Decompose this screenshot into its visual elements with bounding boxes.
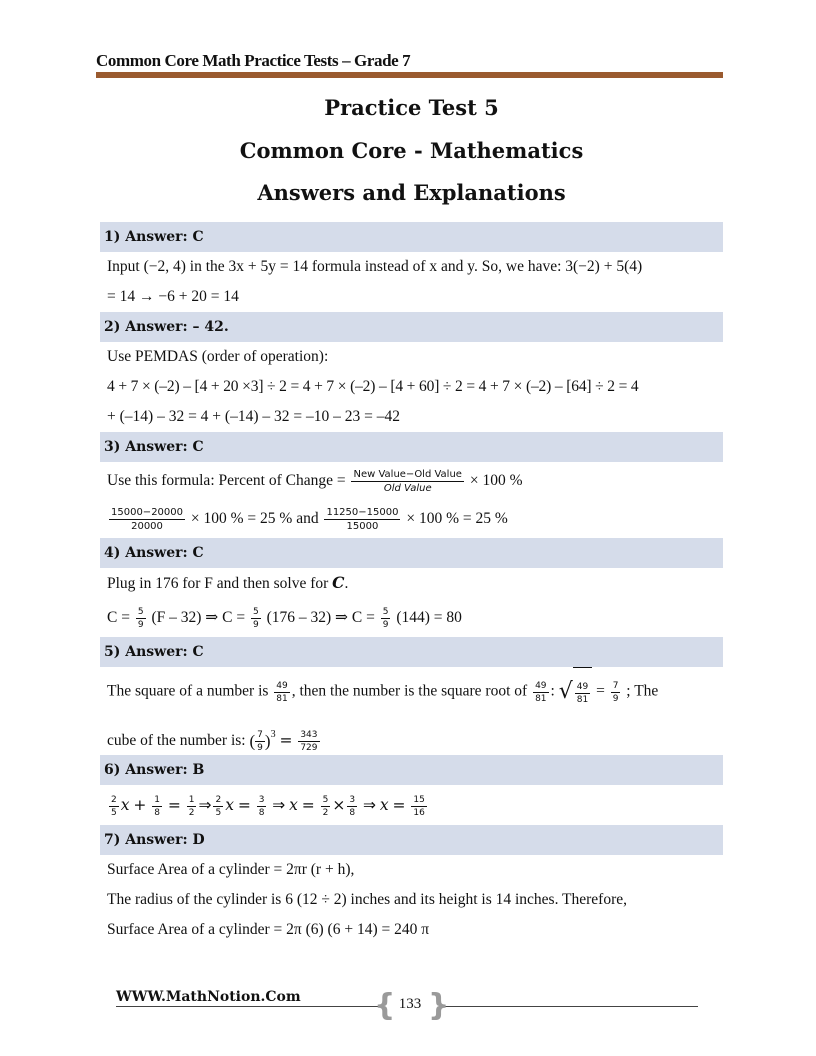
q4-line-1: Plug in 176 for F and then solve for C. xyxy=(107,573,349,592)
left-brace-icon: { xyxy=(374,988,396,1023)
q7-line-2: The radius of the cylinder is 6 (12 ÷ 2) inches and its height is 14 inches. Therefore, xyxy=(107,891,628,908)
q3-intro: Use this formula: Percent of Change = xyxy=(107,472,346,489)
q2-line-3: + (–14) – 32 = 4 + (–14) – 32 = –10 – 23 = –42 xyxy=(107,408,400,425)
q6-fraction-3-8: $\frac{3}{8}$ xyxy=(258,794,265,818)
q6-equation-line: $\frac{2}{5}$ x + $\frac{1}{8}$ = $\frac{1}{2}$ ⇒ $\frac{2}{5}$ x = $\frac{3}{8}$ ⇒ x = $\frac{5}{2}$ × $\frac{3}{8}$ ⇒ x = $\frac{15}{16}$ xyxy=(111,794,425,818)
q4-fraction-2: $\frac{5}{9}$ xyxy=(252,606,259,630)
footer-website: WWW.MathNotion.Com xyxy=(116,989,301,1005)
q5-fraction-7-9: $\frac{7}{9}$ xyxy=(612,680,619,704)
running-header: Common Core Math Practice Tests – Grade 7 xyxy=(96,51,411,70)
q4-fraction-1: $\frac{5}{9}$ xyxy=(137,606,144,630)
answers-content xyxy=(100,222,723,945)
answer-header-6: 6) Answer: B xyxy=(100,755,723,785)
q2-line-1: Use PEMDAS (order of operation): xyxy=(107,348,329,365)
q5-fraction-7-9-b: $\frac{7}{9}$ xyxy=(257,729,263,753)
q3-result-1: × 100 % = 25 % and xyxy=(190,510,319,527)
answer-header-1: 1) Answer: C xyxy=(100,222,723,252)
answer-header-5: 5) Answer: C xyxy=(100,637,723,667)
q3-formula-line xyxy=(100,462,723,500)
q1-line-2: = 14 → −6 + 20 = 14 xyxy=(107,288,239,305)
footer-rule-left xyxy=(116,1006,378,1007)
q7-line-3: Surface Area of a cylinder = 2π (6) (6 + 14) = 240 π xyxy=(107,921,430,938)
q5-fraction-49-81-b: $\frac{49}{81}$ xyxy=(535,680,547,704)
q4-conversion-line: C = $\frac{5}{9}$ (F – 32) ⇒ C = $\frac{5}{9}$ (176 – 32) ⇒ C = $\frac{5}{9}$ (144) = 80 xyxy=(107,606,462,630)
square-root-expression: √ $\frac{49}{81}$ xyxy=(559,667,592,717)
q4-fraction-3: $\frac{5}{9}$ xyxy=(382,606,389,630)
footer-rule-right xyxy=(440,1006,698,1007)
q3-fraction-1: $\frac{15000-20000}{20000}$ xyxy=(111,506,184,532)
title-subject: Common Core - Mathematics xyxy=(239,138,584,163)
q3-result-2: × 100 % = 25 % xyxy=(406,510,508,527)
right-brace-icon: } xyxy=(428,988,450,1023)
answer-header-3: 3) Answer: C xyxy=(100,432,723,462)
q6-fraction-3-8-b: $\frac{3}{8}$ xyxy=(349,794,356,818)
q3-calc-line xyxy=(100,500,723,538)
q5-line-2: cube of the number is: ( $\frac{7}{9}$ )$^3$ = $\frac{343}{729}$ xyxy=(107,729,318,753)
q7-line-1: Surface Area of a cylinder = 2πr (r + h), xyxy=(107,861,355,878)
title-answers: Answers and Explanations xyxy=(257,180,566,205)
header-rule xyxy=(96,72,723,78)
q6-fraction-15-16: $\frac{15}{16}$ xyxy=(413,794,425,818)
q5-fraction-343-729: $\frac{343}{729}$ xyxy=(300,729,318,753)
q2-line-2: 4 + 7 × (–2) – [4 + 20 ×3] ÷ 2 = 4 + 7 × (–2) – [4 + 60] ÷ 2 = 4 + 7 × (–2) – [64] ÷ 2 = 4 xyxy=(107,378,639,395)
page-number: 133 xyxy=(398,996,422,1012)
q6-fraction-2-5: $\frac{2}{5}$ xyxy=(111,794,117,818)
q3-times: × 100 % xyxy=(469,472,523,489)
percent-change-fraction: $\frac{\text{New Value−Old Value}}{\text{Old Value}}$ xyxy=(353,468,462,494)
q1-line-1: Input (−2, 4) in the 3x + 5y = 14 formula instead of x and y. So, we have: 3(−2) + 5(4) xyxy=(107,258,643,275)
q3-fraction-2: $\frac{11250-15000}{15000}$ xyxy=(326,506,399,532)
q6-fraction-2-5-b: $\frac{2}{5}$ xyxy=(215,794,222,818)
variable-c: C xyxy=(332,573,345,592)
exponent: 3 xyxy=(270,729,276,740)
answer-header-2: 2) Answer: – 42. xyxy=(100,312,723,342)
q6-fraction-1-8: $\frac{1}{8}$ xyxy=(154,794,160,818)
answer-header-4: 4) Answer: C xyxy=(100,538,723,568)
q6-fraction-5-2: $\frac{5}{2}$ xyxy=(322,794,329,818)
q5-fraction-49-81: $\frac{49}{81}$ xyxy=(276,680,288,704)
q5-line-1: The square of a number is $\frac{49}{81}$ , then the number is the square root of $\frac{49}{81}$ : √ $\frac{49}{81}$ = $\frac{7}{9}$ ; The xyxy=(100,667,723,715)
answer-header-7: 7) Answer: D xyxy=(100,825,723,855)
q6-fraction-1-2: $\frac{1}{2}$ xyxy=(188,794,195,818)
title-practice-test: Practice Test 5 xyxy=(324,95,499,120)
